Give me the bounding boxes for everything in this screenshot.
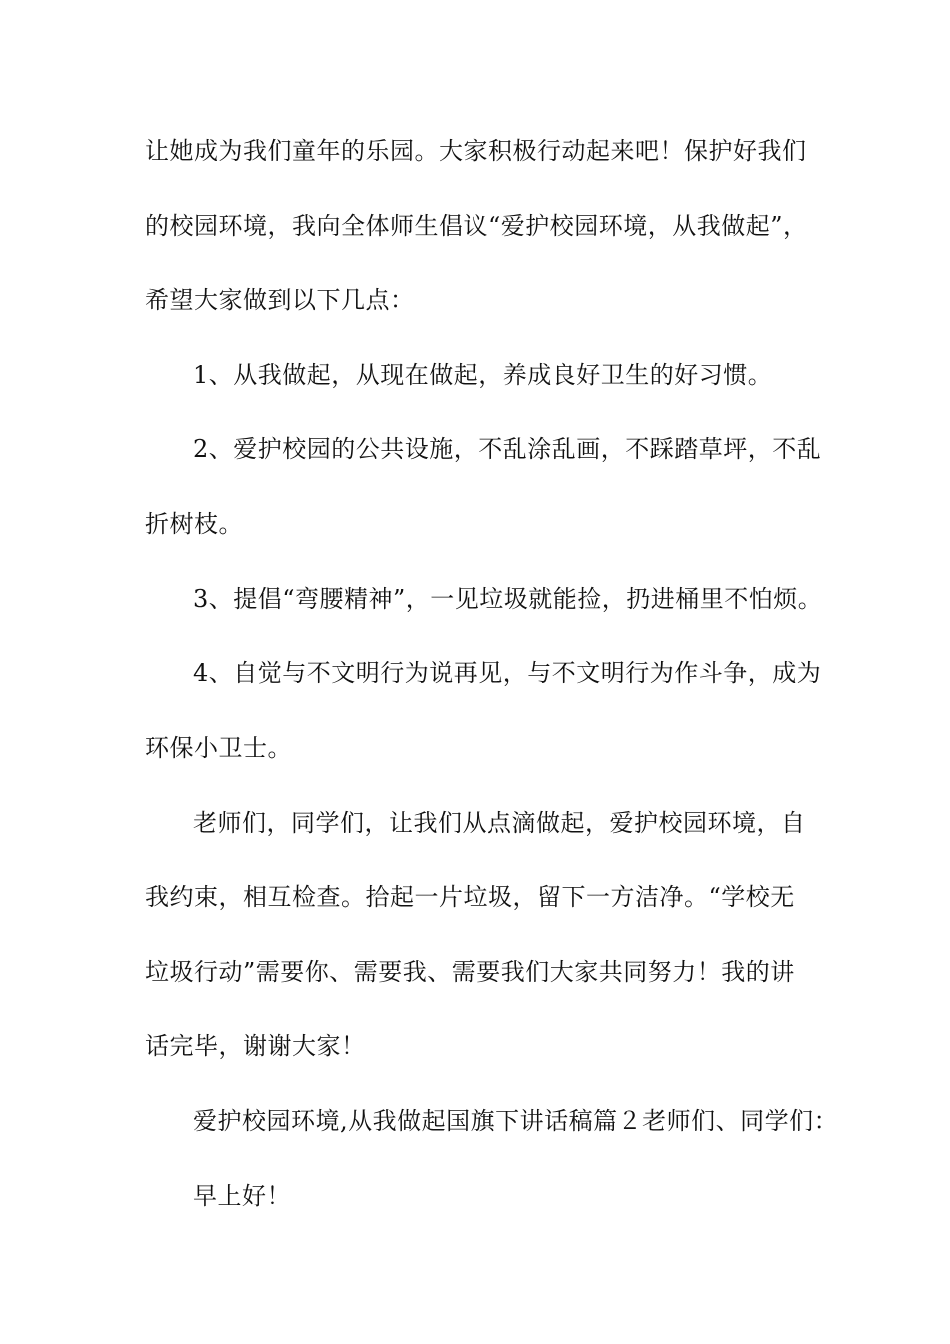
text-line: 环保小卫士。 <box>145 734 292 762</box>
text-line: 我约束，相互检查。拾起一片垃圾，留下一方洁净。“学校无 <box>145 883 795 911</box>
text-line: 希望大家做到以下几点： <box>145 286 415 314</box>
list-item-3: 3、提倡“弯腰精神”，一见垃圾就能捡，扔进桶里不怕烦。 <box>193 585 823 613</box>
text-line: 话完毕，谢谢大家！ <box>145 1032 366 1060</box>
greeting: 早上好！ <box>193 1182 291 1210</box>
list-item-4: 4、自觉与不文明行为说再见，与不文明行为作斗争，成为 <box>193 659 822 687</box>
paragraph-start: 老师们，同学们，让我们从点滴做起，爱护校园环境，自 <box>193 809 806 837</box>
list-item-2: 2、爱护校园的公共设施，不乱涂乱画，不踩踏草坪，不乱 <box>193 435 822 463</box>
text-line: 让她成为我们童年的乐园。大家积极行动起来吧！保护好我们 <box>145 137 807 165</box>
text-line: 折树枝。 <box>145 510 243 538</box>
list-item-1: 1、从我做起，从现在做起，养成良好卫生的好习惯。 <box>193 361 773 389</box>
section-heading: 爱护校园环境,从我做起国旗下讲话稿篇２老师们、同学们： <box>193 1107 839 1135</box>
text-line: 的校园环境，我向全体师生倡议“爱护校园环境，从我做起”， <box>145 212 808 240</box>
text-line: 垃圾行动”需要你、需要我、需要我们大家共同努力！我的讲 <box>145 958 795 986</box>
